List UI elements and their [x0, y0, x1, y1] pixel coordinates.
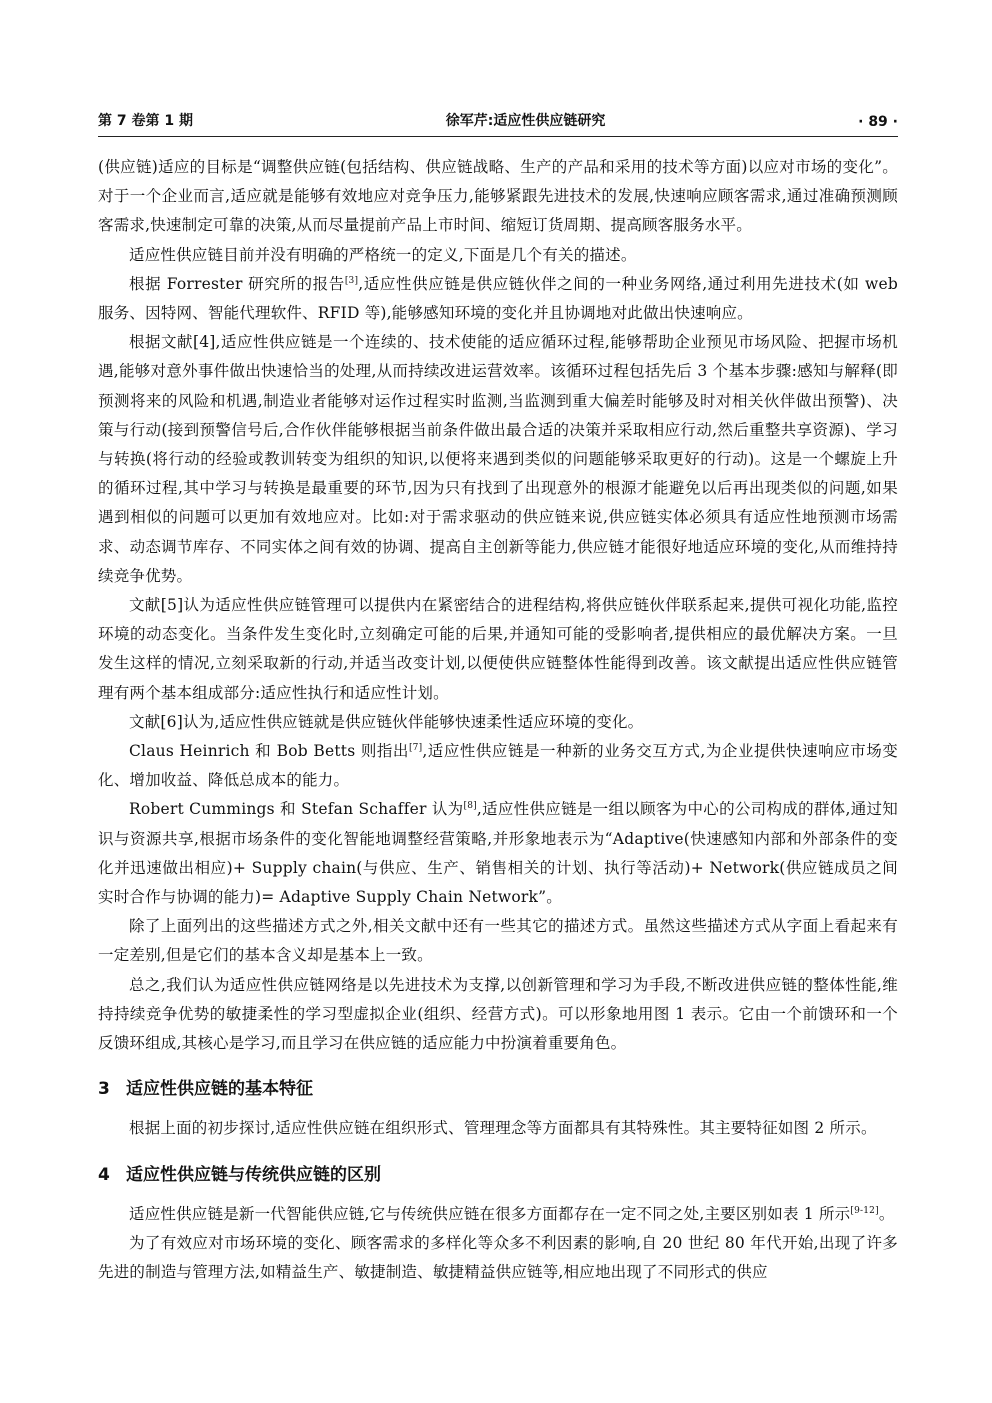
paragraph-3 [98, 270, 898, 328]
page-number: · 89 · [858, 114, 898, 130]
section-4-paragraph-1-text-b: 。 [878, 1204, 895, 1223]
paragraph-1: (供应链)适应的目标是“调整供应链(包括结构、供应链战略、生产的产品和采用的技术等方面)以应对市场的变化”。对于一个企业而言,适应就是能够有效地应对竞争压力,能够紧跟先进技术的发展,快速响应顾客需求,通过准确预测顾客需求,快速制定可靠的决策,从而尽量提前产品上市时间、缩短订货周期、提高顾客服务水平。 [98, 158, 898, 235]
section-3-paragraph: 根据上面的初步探讨,适应性供应链在组织形式、管理理念等方面都具有其特殊性。其主要特征如图 2 所示。 [129, 1119, 877, 1138]
citation-8: [8] [463, 801, 477, 812]
paragraph-2: 适应性供应链目前并没有明确的严格统一的定义,下面是几个有关的描述。 [129, 245, 637, 264]
paragraph-3-text-a: 根据 Forrester 研究所的报告 [129, 274, 345, 293]
citation-7: [7] [408, 742, 423, 753]
article-running-title: 徐军芹:适应性供应链研究 [445, 113, 606, 129]
citation-3: [3] [344, 275, 359, 286]
running-header [98, 110, 898, 137]
section-4-paragraph-1-text-a: 适应性供应链是新一代智能供应链,它与传统供应链在很多方面都存在一定不同之处,主要区别如表 1 所示 [129, 1204, 851, 1223]
paragraph-9: 除了上面列出的这些描述方式之外,相关文献中还有一些其它的描述方式。虽然这些描述方式从字面上看起来有一定差别,但是它们的基本含义却是基本上一致。 [98, 917, 898, 965]
paragraph-6: 文献[6]认为,适应性供应链就是供应链伙伴能够快速柔性适应环境的变化。 [129, 712, 644, 731]
section-4-number: 4 [98, 1164, 110, 1185]
citation-9-12: [9-12] [850, 1205, 879, 1216]
paragraph-4: 根据文献[4],适应性供应链是一个连续的、技术使能的适应循环过程,能够帮助企业预见市场风险、把握市场机遇,能够对意外事件做出快速恰当的处理,从而持续改进运营效率。该循环过程包括先后 3 个基本步骤:感知与解释(即预测将来的风险和机遇,制造业者能够对运作过程实时监测,当监测到重大偏差时能够及时对相关伙伴做出预警)、决策与行动(接到预警信号后,合作伙伴能够根据当前条件做出最合适的决策并采取相应行动,然后重整共享资源)、学习与转换(将行动的经验或教训转变为组织的知识,以便将来遇到类似的问题能够采取更好的行动)。这是一个螺旋上升的循环过程,其中学习与转换是最重要的环节,因为只有找到了出现意外的根源才能避免以后再出现类似的问题,如果遇到相似的问题可以更加有效地应对。比如:对于需求驱动的供应链来说,供应链实体必须具有适应性地预测市场需求、动态调节库存、不同实体之间有效的协调、提高自主创新等能力,供应链才能很好地适应环境的变化,从而维持持续竞争优势。 [98, 333, 898, 585]
paragraph-3-text-b: ,适应性供应链是供应链伙伴之间的一种业务网络,通过利用先进技术(如 web 服务、因特网、智能代理软件、RFID 等),能够感知环境的变化并且协调地对此做出快速响应。 [98, 274, 899, 323]
article-body [98, 153, 898, 1287]
section-3-title: 适应性供应链的基本特征 [126, 1079, 313, 1100]
section-4-paragraph-1 [98, 1200, 898, 1229]
paragraph-7-text-b: ,适应性供应链是一种新的业务交互方式,为企业提供快速响应市场变化、增加收益、降低总成本的能力。 [98, 742, 898, 790]
paragraph-8-text-a: Robert Cummings 和 Stefan Schaffer 认为 [129, 800, 464, 819]
paragraph-7-text-a: Claus Heinrich 和 Bob Betts 则指出 [129, 742, 409, 761]
journal-issue: 第 7 卷第 1 期 [98, 113, 193, 129]
section-4-paragraph-2: 为了有效应对市场环境的变化、顾客需求的多样化等众多不利因素的影响,自 20 世纪 80 年代开始,出现了许多先进的制造与管理方法,如精益生产、敏捷制造、敏捷精益供应链等,相应地出现了不同形式的供应 [98, 1233, 898, 1281]
section-4-title: 适应性供应链与传统供应链的区别 [126, 1164, 381, 1185]
paragraph-8 [98, 795, 898, 912]
section-3-heading [98, 1076, 898, 1102]
paper-page [98, 110, 898, 1287]
paragraph-5: 文献[5]认为适应性供应链管理可以提供内在紧密结合的进程结构,将供应链伙伴联系起来,提供可视化功能,监控环境的动态变化。当条件发生变化时,立刻确定可能的后果,并通知可能的受影响者,提供相应的最优解决方案。一旦发生这样的情况,立刻采取新的行动,并适当改变计划,以便使供应链整体性能得到改善。该文献提出适应性供应链管理有两个基本组成部分:适应性执行和适应性计划。 [98, 596, 898, 702]
paragraph-8-text-b: ,适应性供应链是一组以顾客为中心的公司构成的群体,通过知识与资源共享,根据市场条件的变化智能地调整经营策略,并形象地表示为“Adaptive(快速感知内部和外部条件的变化并迅速做出相应)+ Supply chain(与供应、生产、销售相关的计划、执行等活动)+ Network(供应链成员之间实时合作与协调的能力)= Adaptive Supply Chain Network”。 [98, 800, 898, 907]
section-3-number: 3 [98, 1079, 110, 1100]
section-4-heading [98, 1162, 898, 1188]
paragraph-7 [98, 737, 898, 795]
paragraph-10: 总之,我们认为适应性供应链网络是以先进技术为支撑,以创新管理和学习为手段,不断改进供应链的整体性能,维持持续竞争优势的敏捷柔性的学习型虚拟企业(组织、经营方式)。可以形象地用图 1 表示。它由一个前馈环和一个反馈环组成,其核心是学习,而且学习在供应链的适应能力中扮演着重要角色。 [98, 975, 898, 1053]
